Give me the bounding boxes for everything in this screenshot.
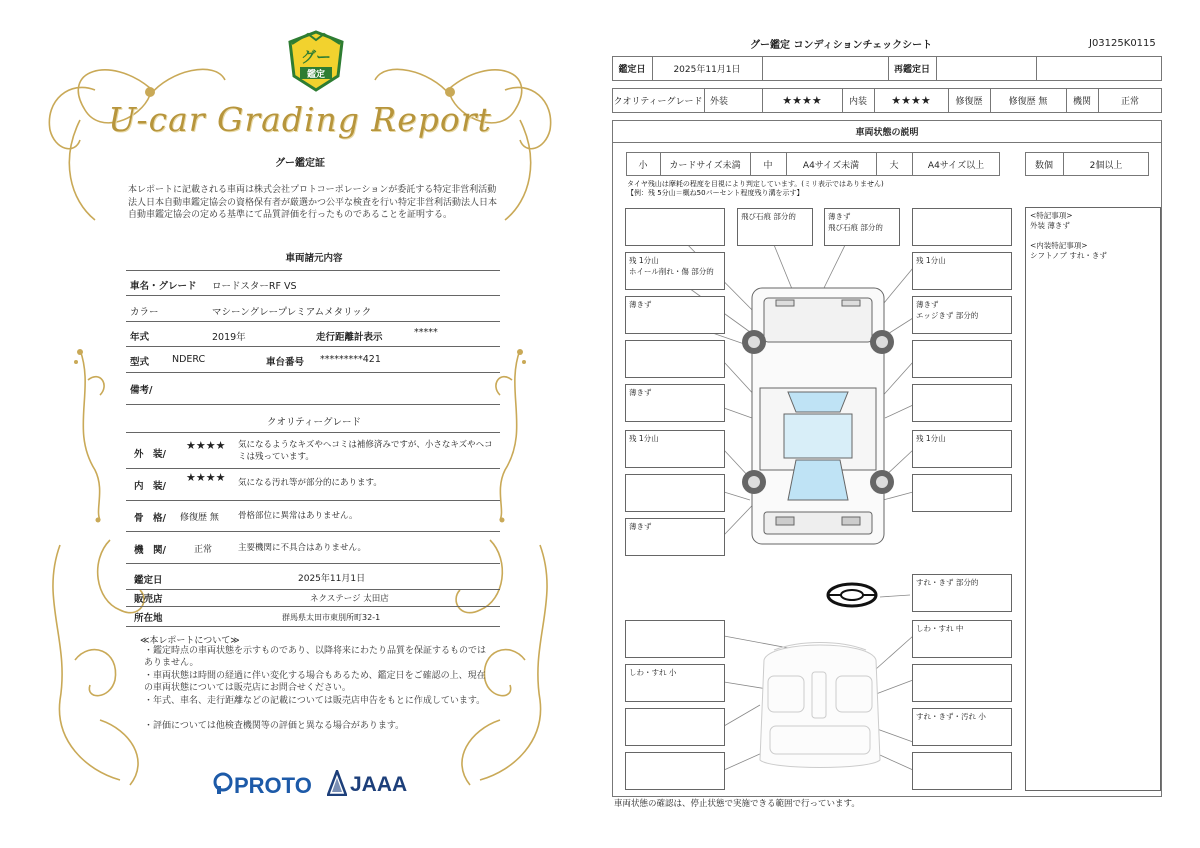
- interior-note-box: [625, 708, 725, 746]
- remarks-label: 備考/: [130, 385, 153, 396]
- interior-description: 気になる汚れ等が部分的にあります。: [238, 478, 382, 488]
- interior-note-box: すれ・きず 部分的: [912, 574, 1012, 612]
- address-label: 所在地: [134, 613, 163, 624]
- interior-notes-heading: <内装特記事項>: [1030, 241, 1088, 250]
- jaaa-logo: JAAA: [350, 773, 408, 796]
- engine-value: 正常: [1120, 97, 1139, 107]
- frame-label: 骨 格/: [134, 513, 166, 524]
- legend-large-desc: A4サイズ以上: [927, 160, 985, 171]
- exterior-note-box: 残 1分山: [912, 252, 1012, 290]
- engine-description: 主要機関に不具合はありません。: [238, 543, 367, 553]
- svg-text:鑑定: 鑑定: [306, 70, 326, 80]
- address-value: 群馬県太田市東別所町32-1: [282, 613, 381, 622]
- exterior-note-box: 薄きず: [625, 296, 725, 334]
- exterior-label: 外装: [709, 97, 728, 107]
- legend-small: 小: [638, 160, 648, 171]
- sheet-footer-note: 車両状態の確認は、停止状態で実施できる範囲で行っています。: [614, 799, 860, 809]
- interior-stars: ★★★★: [891, 94, 931, 107]
- exterior-note-box: [912, 384, 1012, 422]
- exterior-note-box: 薄きず 飛び石痕 部分的: [824, 208, 900, 246]
- repair-history-value: 修復歴 無: [1008, 97, 1048, 107]
- exterior-note-box: 薄きず: [625, 384, 725, 422]
- sheet-title: グー鑑定 コンディションチェックシート: [750, 40, 933, 51]
- interior-note-box: すれ・きず・汚れ 小: [912, 708, 1012, 746]
- certificate-title: グー鑑定証: [275, 158, 325, 169]
- note-item: ・年式、車名、走行距離などの記載については販売店申告をもとに作成しています。: [144, 696, 486, 706]
- exterior-note-box: [625, 340, 725, 378]
- exterior-note-box: 残 1分山: [625, 430, 725, 468]
- exterior-note-box: 薄きず: [625, 518, 725, 556]
- quality-grade-label: クオリティーグレード: [613, 97, 703, 107]
- goo-kantei-badge-icon: [286, 30, 346, 92]
- divider: [126, 589, 500, 590]
- dealer-label: 販売店: [134, 594, 163, 605]
- dealer-value: ネクステージ 太田店: [310, 594, 389, 604]
- exterior-description: 気になるようなキズやヘコミは補修済みですが、小さなキズやヘコミは残っています。: [238, 440, 493, 462]
- frame-value: 修復歴 無: [180, 513, 219, 523]
- condition-heading: 車両状態の説明: [855, 127, 919, 138]
- divider: [126, 270, 500, 271]
- tire-note-example: 【例：残 5分山＝概ね50パーセント程度残り溝を示す】: [627, 189, 804, 197]
- divider: [126, 531, 500, 532]
- divider: [126, 500, 500, 501]
- exterior-stars: ★★★★: [782, 94, 822, 107]
- interior-note-box: [912, 664, 1012, 702]
- divider: [126, 432, 500, 433]
- exterior-note-box: 残 1分山 ホイール削れ・傷 部分的: [625, 252, 725, 290]
- car-name-value: ロードスターRF VS: [212, 281, 297, 292]
- exterior-note-box: [912, 340, 1012, 378]
- note-item: ・評価については他検査機関等の評価と異なる場合があります。: [144, 721, 405, 731]
- date-label: 鑑定日: [618, 65, 646, 75]
- proto-logo-icon: [213, 771, 233, 795]
- interior-note-box: しわ・すれ 中: [912, 620, 1012, 658]
- color-value: マシーングレープレミアムメタリック: [212, 307, 372, 318]
- date-value: 2025年11月1日: [673, 65, 741, 75]
- special-notes-text: 外装 薄きず: [1030, 221, 1070, 230]
- color-label: カラー: [130, 307, 159, 318]
- interior-note-box: [912, 752, 1012, 790]
- divider: [126, 563, 500, 564]
- divider: [126, 404, 500, 405]
- special-notes-memo: [1025, 207, 1161, 791]
- interior-notes-text: シフトノブ すれ・きず: [1030, 251, 1107, 260]
- chassis-value: *********421: [320, 354, 381, 365]
- chassis-label: 車台番号: [266, 357, 305, 368]
- divider: [126, 372, 500, 373]
- report-title: U-car Grading Report: [108, 100, 492, 139]
- inspection-date-value: 2025年11月1日: [298, 574, 366, 584]
- document-id: J03125K0115: [1089, 38, 1156, 49]
- inspection-date-label: 鑑定日: [134, 575, 163, 586]
- exterior-note-box: [625, 208, 725, 246]
- mileage-value: *****: [414, 327, 438, 338]
- interior-stars: ★★★★: [186, 471, 226, 484]
- divider: [126, 346, 500, 347]
- repair-history-label: 修復歴: [955, 97, 983, 107]
- legend-count: 数個: [1034, 160, 1053, 171]
- legend-count-desc: 2個以上: [1089, 160, 1123, 171]
- steering-wheel-icon: [828, 584, 876, 606]
- year-label: 年式: [130, 332, 150, 343]
- exterior-note-box: 飛び石痕 部分的: [737, 208, 813, 246]
- interior-note-box: しわ・すれ 小: [625, 664, 725, 702]
- reinspection-label: 再鑑定日: [893, 65, 930, 75]
- legend-small-desc: カードサイズ未満: [669, 160, 741, 171]
- proto-logo: PROTO: [234, 773, 312, 798]
- year-value: 2019年: [212, 332, 246, 343]
- legend-medium: 中: [763, 160, 773, 171]
- exterior-note-box: [912, 474, 1012, 512]
- divider: [126, 626, 500, 627]
- engine-label: 機関: [1072, 97, 1091, 107]
- car-name-label: 車名・グレード: [130, 281, 197, 292]
- legend-medium-desc: A4サイズ未満: [802, 160, 860, 171]
- condition-check-sheet: [600, 0, 1200, 848]
- interior-label: 内 装/: [134, 481, 166, 492]
- divider: [126, 321, 500, 322]
- certificate-statement: 本レポートに記載される車両は株式会社プロトコーポレーションが委託する特定非営利活動法人日本自動車鑑定協会の資格保有者が厳選かつ公平な検査を行い特定非営利活動法人日本自動車鑑定協会の定める基準にて品質評価を行ったものであることを証明する。: [128, 185, 498, 220]
- svg-text:グー: グー: [300, 48, 332, 66]
- legend-large: 大: [889, 160, 899, 171]
- engine-value: 正常: [194, 545, 213, 555]
- note-item: ・車両状態は時間の経過に伴い変化する場合もあるため、鑑定日をご確認の上、現在の車両状態については販売店にお問合せください。: [144, 671, 486, 693]
- interior-label: 内装: [848, 97, 867, 107]
- divider: [126, 606, 500, 607]
- divider: [126, 468, 500, 469]
- exterior-label: 外 装/: [134, 449, 166, 460]
- frame-description: 骨格部位に異常はありません。: [238, 511, 358, 521]
- notes-heading: ≪本レポートについて≫: [140, 636, 240, 646]
- interior-note-box: [625, 752, 725, 790]
- engine-label: 機 関/: [134, 545, 166, 556]
- exterior-note-box: [625, 474, 725, 512]
- exterior-note-box: 薄きず エッジきず 部分的: [912, 296, 1012, 334]
- special-notes-heading: <特記事項>: [1030, 211, 1073, 220]
- interior-note-box: [625, 620, 725, 658]
- exterior-note-box: [912, 208, 1012, 246]
- exterior-stars: ★★★★: [186, 439, 226, 452]
- model-label: 型式: [130, 357, 150, 368]
- exterior-note-box: 残 1分山: [912, 430, 1012, 468]
- model-value: NDERC: [172, 354, 206, 365]
- divider: [126, 295, 500, 296]
- jaaa-logo-icon: [327, 770, 347, 796]
- note-item: ・鑑定時点の車両状態を示すものであり、以降将来にわたり品質を保証するものではありません。: [144, 646, 487, 668]
- tire-note: タイヤ残山は摩耗の程度を目視により判定しています。(ミリ表示ではありません): [627, 180, 884, 188]
- specs-heading: 車両諸元内容: [285, 253, 343, 264]
- mileage-label: 走行距離計表示: [316, 332, 383, 343]
- quality-heading: クオリティーグレード: [266, 417, 362, 428]
